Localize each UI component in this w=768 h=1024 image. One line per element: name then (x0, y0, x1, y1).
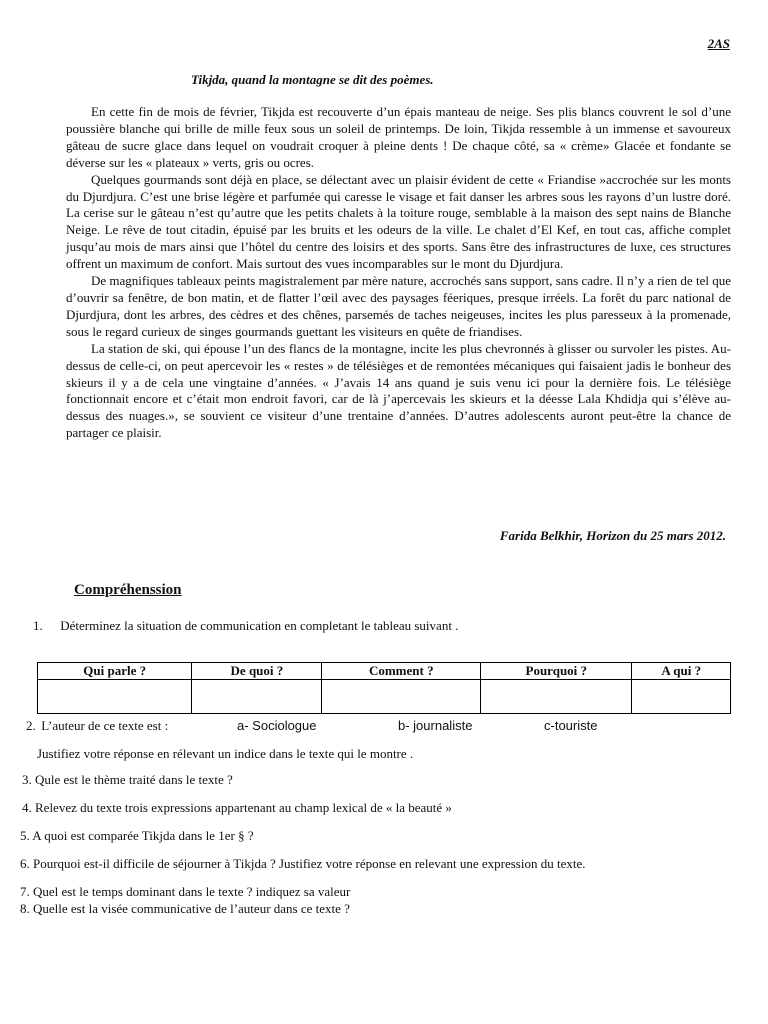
section-title: Compréhenssion (74, 582, 182, 598)
paragraph-2: Quelques gourmands sont déjà en place, se délectant avec un plaisir évident de cette « Friandise »accrochée sur les monts du Djurdjura. C’est une brise légère et parfumée qui caresse le visage et fait danser les arbres sous les rayons d’un lustre doré. La cerise sur le gâteau n’est qu’autre que les petits chalets à la toiture rouge, semblable à la maison des sept nains de Blanche Neige. Le rêve de tout citadin, épuisé par les bruits et les odeurs de la ville. Le chalet d’El Kef, en tout cas, affiche complet jusqu’au mois de mars ainsi que l’hôtel du centre des loisirs et des sports. Sans être des infrastructures de luxe, ces structures offrent un maximum de confort. Mais surtout des vues incomparables sur le mont du Djurdjura. (66, 171, 731, 272)
paragraph-1: En cette fin de mois de février, Tikjda est recouverte d’un épais manteau de neige. Ses plis blancs couvrent le sol d’une poussière blanche qui brille de mille feux sous un soleil de printemps. De loin, Tikjda ressemble à un immense et savoureux gâteau de sucre glace dans lequel on voudrait croquer à pleine dents ! De chaque côté, sa « crème» Glacée et fondante se déverse sur les « plateaux » verts, gris ou ocres. (66, 104, 731, 170)
table-header-pourquoi: Pourquoi ? (481, 663, 632, 680)
table-header-a-qui: A qui ? (632, 663, 731, 680)
option-c: c-touriste (544, 718, 598, 733)
paragraph-3: De magnifiques tableaux peints magistralement par mère nature, accrochés sans support, sans cadre. Il n’y a rien de tel que d’ouvrir sa fenêtre, de bon matin, et de flatter l’œil avec des paysages féeriques, presque irréels. La forêt du parc national de Djurdjura, dont les arbres, des cèdres et des chênes, parsemés de taches neigeuses, incites les plus paresseux à la promenade, sous le regard curieux de singes gourmands guettant les visiteurs en quête de friandises. (66, 273, 731, 339)
question-2 (26, 718, 168, 734)
question-2-text: L’auteur de ce texte est : (41, 718, 169, 733)
question-1 (33, 618, 458, 634)
question-7: 7. Quel est le temps dominant dans le texte ? indiquez sa valeur (20, 884, 351, 899)
level-label: 2AS (707, 36, 730, 51)
question-1-number: 1. (33, 618, 43, 633)
table-cell-qui-parle[interactable] (38, 680, 192, 714)
option-b: b- journaliste (398, 718, 473, 733)
communication-table (37, 662, 731, 714)
table-cell-pourquoi[interactable] (481, 680, 632, 714)
question-3: 3. Qule est le thème traité dans le texte ? (22, 772, 233, 787)
table-cell-a-qui[interactable] (632, 680, 731, 714)
table-cell-de-quoi[interactable] (192, 680, 322, 714)
reading-text (66, 104, 731, 442)
text-source: Farida Belkhir, Horizon du 25 mars 2012. (499, 528, 726, 543)
table-header-qui-parle: Qui parle ? (38, 663, 192, 680)
question-8: 8. Quelle est la visée communicative de l’auteur dans ce texte ? (20, 901, 350, 916)
table-header-comment: Comment ? (322, 663, 481, 680)
text-title: Tikjda, quand la montagne se dit des poèmes. (191, 72, 434, 87)
question-1-text: Déterminez la situation de communication en completant le tableau suivant . (60, 618, 459, 633)
option-a: a- Sociologue (237, 718, 317, 733)
paragraph-4: La station de ski, qui épouse l’un des flancs de la montagne, incite les plus chevronnés à glisser ou survoler les pistes. Au-dessus de celle-ci, on peut apercevoir les « restes » de télésièges et de remontées mécaniques qui faisaient jadis le bonheur des skieurs il y a de cela une vingtaine d’années. « J’avais 14 ans quand je suis venu ici pour la dernière fois. Le télésiège fonctionnait encore et c’était mon endroit favori, car de là j’apercevais les skieurs et la déesse Lala Khdidja qui s’élève au-dessus des nuages.», se souvient ce visiteur d’une trentaine d’années. D’autres adolescents auront peut-être la chance de partager ce plaisir. (66, 340, 731, 441)
question-2-follow-up: Justifiez votre réponse en rélevant un indice dans le texte qui le montre . (37, 746, 414, 761)
question-6: 6. Pourquoi est-il difficile de séjourner à Tikjda ? Justifiez votre réponse en relevant une expression du texte. (20, 856, 586, 871)
table-cell-comment[interactable] (322, 680, 481, 714)
question-5: 5. A quoi est comparée Tikjda dans le 1er § ? (20, 828, 254, 843)
table-header-de-quoi: De quoi ? (192, 663, 322, 680)
question-4: 4. Relevez du texte trois expressions appartenant au champ lexical de « la beauté » (22, 800, 452, 815)
question-2-number: 2. (26, 718, 36, 733)
